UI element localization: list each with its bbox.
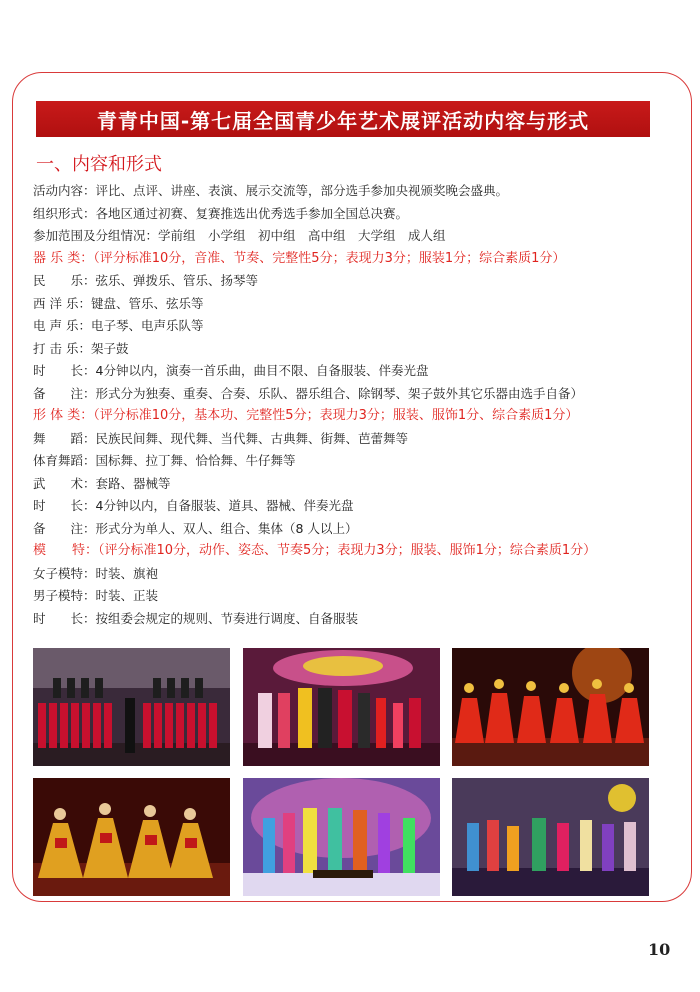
line-key: 时 长 xyxy=(33,498,84,513)
content-line xyxy=(33,608,673,631)
line-text: ：4分钟以内，自备服装、道具、器械、伴奏光盘 xyxy=(83,498,354,513)
line-key: 民 乐 xyxy=(33,273,84,288)
content-line xyxy=(33,315,673,338)
content-line xyxy=(33,338,673,361)
line-key: 电 声 乐 xyxy=(33,318,79,333)
line-text: ：时装、旗袍 xyxy=(83,565,159,581)
line-key: 模 特 xyxy=(33,543,86,558)
line-text: ：电子琴、电声乐队等 xyxy=(78,318,204,333)
line-text: ：各地区通过初赛、复赛推选出优秀选手参加全国总决赛。 xyxy=(83,205,409,221)
content-line xyxy=(33,360,673,383)
content-line xyxy=(33,518,673,541)
line-text: ：形式分为独奏、重奏、合奏、乐队、器乐组合、除钢琴、架子鼓外其它乐器由选手自备） xyxy=(83,385,584,401)
line-key: 器 乐 类 xyxy=(33,250,81,266)
line-text: ：学前组 小学组 初中组 高中组 大学组 成人组 xyxy=(145,228,446,243)
photo-gallery xyxy=(33,648,649,900)
photo-choir xyxy=(33,648,230,766)
line-key: 女子模特 xyxy=(33,565,84,581)
line-key: 武 术 xyxy=(33,475,84,491)
content-line xyxy=(33,293,673,316)
line-text: ：套路、器械等 xyxy=(83,475,171,491)
line-text: ：时装、正装 xyxy=(83,588,159,603)
page-number: 10 xyxy=(648,940,671,959)
line-text: ：弦乐、弹拨乐、管乐、扬琴等 xyxy=(83,273,259,288)
line-key: 备 注 xyxy=(33,385,84,401)
line-key: 舞 蹈 xyxy=(33,430,84,446)
banner-title: 青青中国-第七届全国青少年艺术展评活动内容与形式 xyxy=(96,108,590,133)
line-text: ：（评分标准10分，基本功、完整性5分；表现力3分；服装、服饰1分、综合素质1分） xyxy=(80,408,579,423)
line-key: 参加范围及分组情况 xyxy=(33,228,146,243)
photo-ensemble-stage xyxy=(243,778,440,896)
line-key: 男子模特 xyxy=(33,588,84,603)
section-title: 一、内容和形式 xyxy=(36,154,162,175)
line-key: 活动内容 xyxy=(33,183,84,198)
line-key: 时 长 xyxy=(33,363,84,378)
content-line xyxy=(33,180,673,203)
line-text: ：架子鼓 xyxy=(78,340,129,356)
content-line xyxy=(33,225,673,248)
line-text: ：民族民间舞、现代舞、当代舞、古典舞、街舞、芭蕾舞等 xyxy=(83,430,409,446)
content-line xyxy=(33,450,673,473)
content-line xyxy=(33,585,673,608)
content-line xyxy=(33,383,673,406)
photo-folk-dancers xyxy=(33,778,230,896)
photo-costume-parade xyxy=(452,778,649,896)
content-line xyxy=(33,540,673,563)
content-line xyxy=(33,563,673,586)
line-text: ：按组委会规定的规则、节奏进行调度、自备服装 xyxy=(83,610,359,626)
content-line xyxy=(33,495,673,518)
content-line xyxy=(33,203,673,226)
line-key: 打 击 乐 xyxy=(33,340,79,356)
line-key: 西 洋 乐 xyxy=(33,295,79,311)
line-key: 时 长 xyxy=(33,610,84,626)
line-key: 形 体 类 xyxy=(33,408,81,423)
photo-award-ceremony xyxy=(243,648,440,766)
line-text: ：键盘、管乐、弦乐等 xyxy=(78,295,204,311)
content-line xyxy=(33,248,673,271)
line-text: ：（评分标准10分，音准、节奏、完整性5分；表现力3分；服装1分；综合素质1分） xyxy=(80,250,566,266)
line-key: 组织形式 xyxy=(33,205,84,221)
line-text: ：4分钟以内，演奏一首乐曲，曲目不限、自备服装、伴奏光盘 xyxy=(83,363,429,378)
content-line xyxy=(33,270,673,293)
content-list xyxy=(33,180,673,630)
content-line xyxy=(33,405,673,428)
line-text: ：（评分标准10分，动作、姿态、节奏5分；表现力3分；服装、服饰1分；综合素质1分） xyxy=(85,543,597,558)
photo-red-dancers xyxy=(452,648,649,766)
line-text: ：形式分为单人、双人、组合、集体（8 人以上） xyxy=(83,520,358,536)
content-line xyxy=(33,473,673,496)
line-key: 备 注 xyxy=(33,520,84,536)
page-banner xyxy=(36,101,650,137)
line-key: 体育舞蹈 xyxy=(33,453,84,468)
line-text: ：评比、点评、讲座、表演、展示交流等，部分选手参加央视颁奖晚会盛典。 xyxy=(83,183,509,198)
line-text: ：国标舞、拉丁舞、恰恰舞、牛仔舞等 xyxy=(83,453,296,468)
content-line xyxy=(33,428,673,451)
